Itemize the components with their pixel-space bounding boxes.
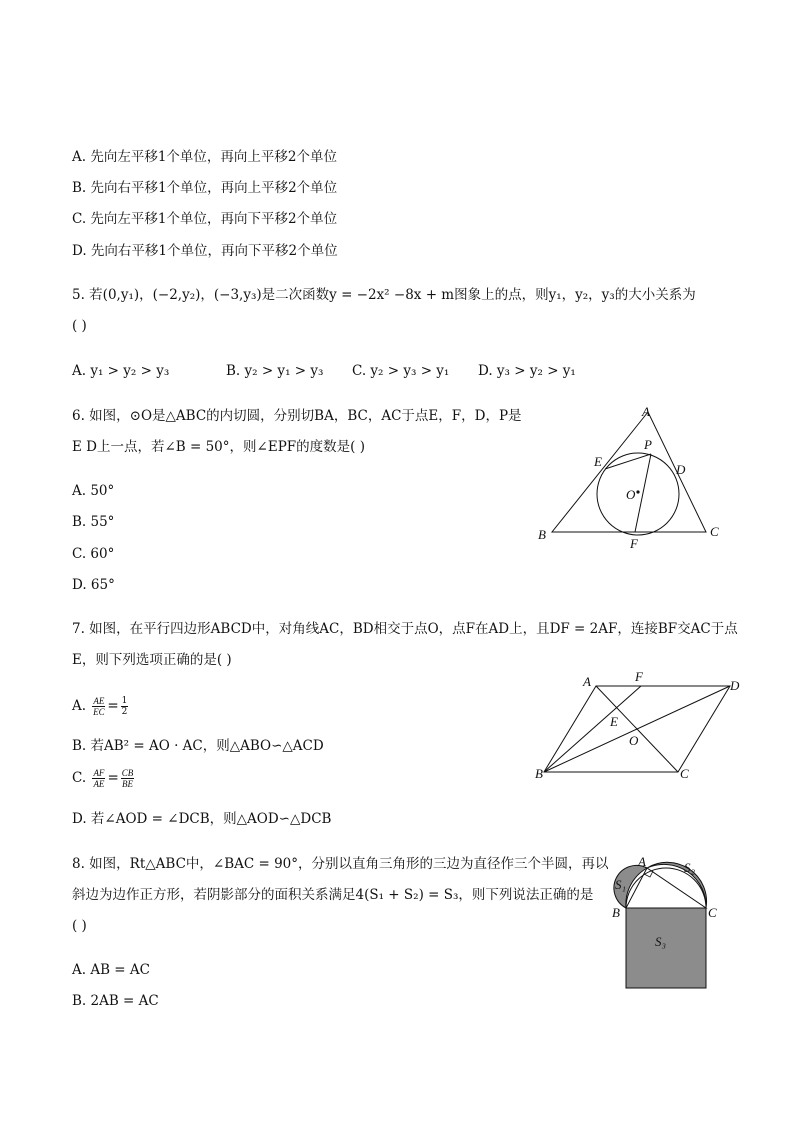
q6-label-f: F	[630, 536, 638, 550]
q6-option-b: B. 55°	[72, 514, 115, 530]
q6-label-p: P	[644, 437, 652, 452]
q7-c-den1: AE	[93, 779, 105, 789]
q7-c-den2: BE	[122, 779, 133, 789]
q8-label-a: A	[638, 854, 646, 869]
q7-label-c: C	[680, 766, 689, 781]
q7-label-e: E	[610, 714, 618, 729]
q5-stem: 5. 若(0,y₁)，(−2,y₂)，(−3,y₃)是二次函数y = −2x² −8x + m图象上的点，则y₁，y₂，y₃的大小关系为	[72, 287, 696, 303]
q7-label-f: F	[635, 669, 643, 684]
q6-label-a: A	[642, 404, 650, 419]
q8-label-s3: S₃	[655, 934, 667, 949]
q7-stem-line2: E，则下列选项正确的是( )	[72, 652, 232, 668]
q7-a-num2: 1	[121, 696, 128, 706]
q4-option-c: C. 先向左平移1个单位，再向下平移2个单位	[72, 211, 338, 227]
q7-a-eq: =	[107, 698, 119, 714]
q7-stem-line1: 7. 如图，在平行四边形ABCD中，对角线AC，BD相交于点O，点F在AD上，且DF = 2AF，连接BF交AC于点	[72, 621, 738, 637]
q7-c-num2: CB	[121, 768, 134, 778]
q4-option-a: A. 先向左平移1个单位，再向上平移2个单位	[72, 149, 338, 165]
q8-option-a: A. AB = AC	[72, 962, 150, 978]
q7-option-d: D. 若∠AOD = ∠DCB，则△AOD∽△DCB	[72, 811, 332, 827]
q6-incircle	[597, 453, 679, 535]
q7-option-a-prefix: A.	[72, 698, 87, 714]
q7-a-den2: 2	[121, 707, 128, 717]
q8-label-s2: S₂	[684, 860, 696, 875]
q8-semicircles-figure	[605, 848, 730, 993]
q6-label-e: E	[594, 454, 602, 469]
q6-option-c: C. 60°	[72, 546, 115, 562]
q5-option-d: D. y₃ > y₂ > y₁	[478, 363, 576, 379]
q6-stem-line2: E D上一点，若∠B = 50°，则∠EPF的度数是( )	[72, 439, 365, 455]
q7-option-b: B. 若AB² = AO · AC，则△ABO∽△ACD	[72, 738, 324, 754]
q7-line-bf	[544, 686, 641, 772]
q6-label-b: B	[538, 527, 546, 542]
q7-a-num1: AE	[93, 696, 105, 706]
q7-diagonal-bd	[544, 686, 730, 772]
q8-stem-line2: 斜边为边作正方形，若阴影部分的面积关系满足4(S₁ + S₂) = S₃，则下列说法正确的是	[72, 887, 594, 903]
q7-label-o: O	[629, 733, 639, 748]
q7-label-a: A	[583, 674, 591, 689]
q5-answer-paren: ( )	[72, 318, 87, 334]
q7-option-a	[72, 694, 130, 718]
q7-a-den1: EC	[93, 707, 105, 717]
q5-option-b: B. y₂ > y₁ > y₃	[226, 363, 324, 379]
q7-option-c-prefix: C.	[72, 770, 87, 786]
q8-stem-line1: 8. 如图，Rt△ABC中，∠BAC = 90°，分别以直角三角形的三边为直径作三个半圆，再以	[72, 856, 609, 872]
q8-option-b: B. 2AB = AC	[72, 993, 159, 1009]
q7-option-c	[72, 766, 136, 790]
q6-option-a: A. 50°	[72, 483, 115, 499]
q7-parallelogram-figure	[528, 666, 758, 784]
q4-option-b: B. 先向右平移1个单位，再向上平移2个单位	[72, 180, 338, 196]
q8-answer-paren: ( )	[72, 918, 87, 934]
q4-option-d: D. 先向右平移1个单位，再向下平移2个单位	[72, 243, 338, 259]
q5-option-c: C. y₂ > y₃ > y₁	[352, 363, 450, 379]
q8-label-b: B	[612, 905, 620, 920]
q8-label-s1: S₁	[615, 877, 627, 892]
q5-option-a: A. y₁ > y₂ > y₃	[72, 363, 170, 379]
q6-line-ep	[605, 454, 651, 469]
q6-label-o: O	[626, 487, 636, 502]
q6-stem-line1: 6. 如图，⊙O是△ABC的内切圆，分别切BA，BC，AC于点E，F，D，P是	[72, 408, 522, 424]
q6-center-dot	[636, 490, 639, 493]
q7-label-b: B	[535, 766, 543, 781]
q8-label-c: C	[708, 905, 717, 920]
q7-c-num1: AF	[93, 768, 105, 778]
q6-label-c: C	[710, 524, 719, 539]
q6-label-d: D	[676, 462, 686, 477]
q7-label-d: D	[730, 678, 740, 693]
q6-incircle-figure	[530, 400, 730, 550]
q6-option-d: D. 65°	[72, 577, 115, 593]
q7-c-eq: =	[107, 770, 119, 786]
